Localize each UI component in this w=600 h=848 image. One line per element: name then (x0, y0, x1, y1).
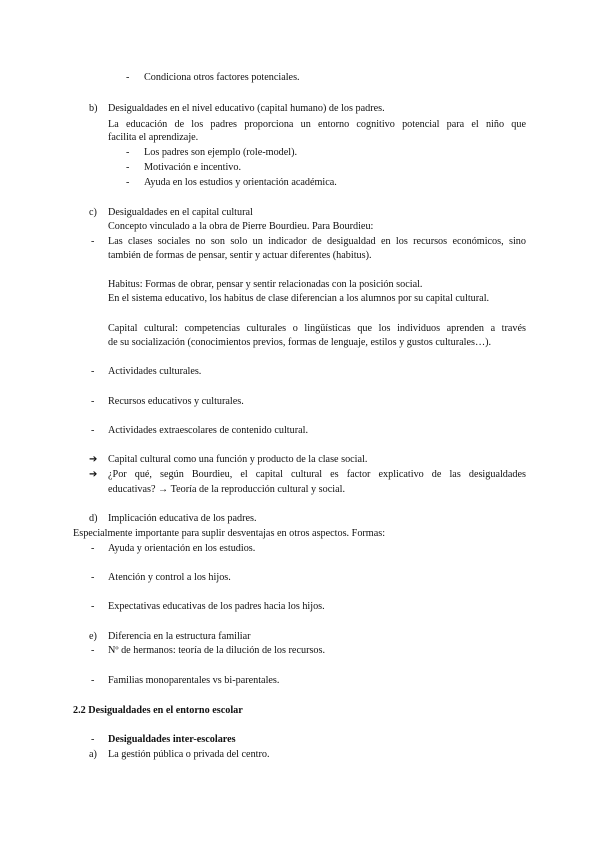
section-d-heading: Implicación educativa de los padres. (108, 513, 257, 524)
dash-bullet: - (126, 72, 130, 83)
list-item: Nº de hermanos: teoría de la dilución de los recursos. (108, 645, 326, 656)
list-item: Los padres son ejemplo (role-model). (144, 147, 298, 158)
section-c-marker: c) (89, 207, 97, 218)
list-item: Ayuda en los estudios y orientación académica. (144, 177, 337, 188)
habitus-definition-line2: En el sistema educativo, los habitus de clase diferencian a los alumnos por su capital cultural. (108, 293, 490, 304)
list-item: Ayuda y orientación en los estudios. (108, 543, 256, 554)
arrow-item-line2: educativas? → Teoría de la reproducción cultural y social. (108, 484, 345, 495)
arrow-item: Capital cultural como una función y producto de la clase social. (108, 454, 368, 465)
habitus-definition-line1: Habitus: Formas de obrar, pensar y sentir relacionadas con la posición social. (108, 279, 423, 290)
arrow-bullet-icon: ➔ (89, 469, 98, 480)
list-item: Expectativas educativas de los padres hacia los hijos. (108, 601, 325, 612)
list-item: La gestión pública o privada del centro. (108, 749, 270, 760)
arrow-bullet-icon: ➔ (89, 454, 98, 465)
capital-cultural-definition-line2: de su socialización (conocimientos previos, formas de lenguaje, estilos y gustos culturales…). (108, 337, 492, 348)
dash-bullet: - (91, 396, 95, 407)
list-item: Recursos educativos y culturales. (108, 396, 244, 407)
section-b-paragraph-line1: La educación de los padres proporciona un entorno cognitivo potencial para el niño que (108, 119, 526, 130)
section-c-intro: Concepto vinculado a la obra de Pierre Bourdieu. Para Bourdieu: (108, 221, 374, 232)
dash-bullet: - (91, 543, 95, 554)
dash-bullet: - (91, 236, 95, 247)
section-d-marker: d) (89, 513, 98, 524)
section-d-intro: Especialmente importante para suplir desventajas en otros aspectos. Formas: (73, 528, 386, 539)
dash-bullet: - (91, 601, 95, 612)
list-item: Actividades culturales. (108, 366, 202, 377)
dash-bullet: - (126, 177, 130, 188)
top-list-item: Condiciona otros factores potenciales. (144, 72, 300, 83)
dash-bullet: - (91, 572, 95, 583)
list-item: Atención y control a los hijos. (108, 572, 231, 583)
section-c-bullet1-line1: Las clases sociales no son solo un indicador de desigualdad en los recursos económicos, sino (108, 236, 526, 247)
list-item: Motivación e incentivo. (144, 162, 242, 173)
dash-bullet: - (91, 645, 95, 656)
section-c-bullet1-line2: también de formas de pensar, sentir y actuar diferentes (habitus). (108, 250, 372, 261)
section-b-heading: Desigualdades en el nivel educativo (capital humano) de los padres. (108, 103, 385, 114)
item-marker: a) (89, 749, 97, 760)
section-b-paragraph-line2: facilita el aprendizaje. (108, 132, 199, 143)
dash-bullet: - (91, 675, 95, 686)
section-e-marker: e) (89, 631, 97, 642)
dash-bullet: - (91, 366, 95, 377)
section-b-marker: b) (89, 103, 98, 114)
section-2-2-heading: 2.2 Desigualdades en el entorno escolar (73, 705, 243, 716)
dash-bullet: - (126, 147, 130, 158)
dash-bullet: - (91, 734, 95, 745)
arrow-item-line1: ¿Por qué, según Bourdieu, el capital cultural es factor explicativo de las desigualdades (108, 469, 526, 480)
capital-cultural-definition-line1: Capital cultural: competencias culturales o lingüísticas que los individuos aprenden a través (108, 323, 526, 334)
dash-bullet: - (91, 425, 95, 436)
list-item: Familias monoparentales vs bi-parentales. (108, 675, 280, 686)
section-c-heading: Desigualdades en el capital cultural (108, 207, 253, 218)
section-e-heading: Diferencia en la estructura familiar (108, 631, 251, 642)
subsection-heading: Desigualdades inter-escolares (108, 734, 236, 745)
dash-bullet: - (126, 162, 130, 173)
list-item: Actividades extraescolares de contenido cultural. (108, 425, 308, 436)
